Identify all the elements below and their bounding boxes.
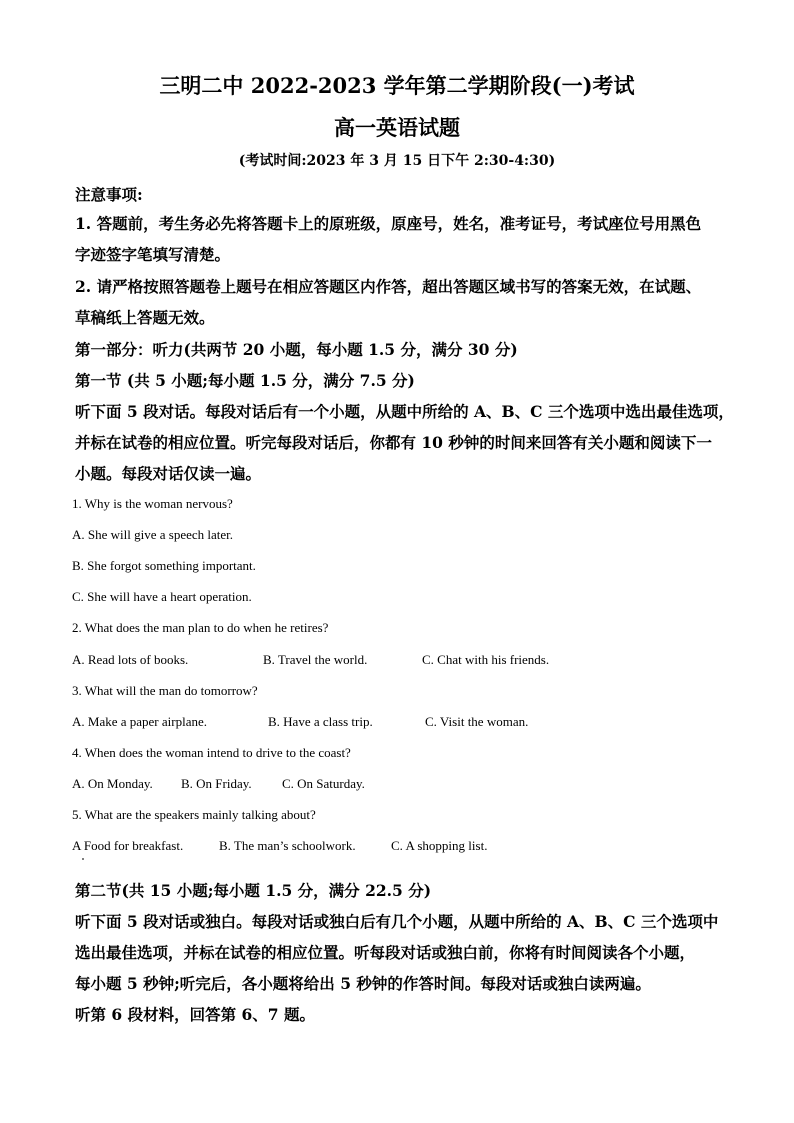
note-item-2-line-2: 草稿纸上答题无效。 [75,308,215,327]
exam-title: 三明二中 2022-2023 学年第二学期阶段(一)考试 [159,73,635,98]
exam-time: (考试时间:2023 年 3 月 15 日下午 2:30-4:30) [238,153,556,169]
note-item-1-line-2: 字迹签字笔填写清楚。 [75,245,231,264]
exam-subtitle: 高一英语试题 [334,115,460,140]
question-option: A. Read lots of books. [72,652,189,667]
question-option: A. Make a paper airplane. [72,714,207,729]
question-stem: 4. When does the woman intend to drive to the coast? [72,745,351,760]
note-item-1-line-1: 1. 答题前，考生务必先将答题卡上的原班级，原座号，姓名，准考证号，考试座位号用黑色 [75,214,702,233]
section2-heading: 第二节(共 15 小题;每小题 1.5 分，满分 22.5 分) [75,881,432,900]
section1-heading: 第一节 (共 5 小题;每小题 1.5 分，满分 7.5 分) [75,371,415,390]
question-stem: 3. What will the man do tomorrow? [72,683,258,698]
section2-instructions-line-3: 每小题 5 秒钟;听完后，各小题将给出 5 秒钟的作答时间。每段对话或独白读两遍。 [75,974,651,993]
section2-material-line: 听第 6 段材料，回答第 6、7 题。 [75,1005,315,1024]
note-item-2-line-1: 2. 请严格按照答题卷上题号在相应答题区内作答，超出答题区域书写的答案无效，在试题、 [75,277,702,296]
question-option: C. She will have a heart operation. [72,589,252,604]
notes-heading: 注意事项: [75,185,143,204]
question-stem: 1. Why is the woman nervous? [72,496,233,511]
question-option: C. On Saturday. [282,776,365,791]
question-stem: 2. What does the man plan to do when he retires? [72,620,329,635]
section1-instructions-line-2: 并标在试卷的相应位置。听完每段对话后，你都有 10 秒钟的时间来回答有关小题和阅读下一 [75,433,712,452]
question-option: B. On Friday. [181,776,252,791]
question-option: B. She forgot something important. [72,558,256,573]
question-option: C. A shopping list. [391,838,488,853]
section2-instructions-line-1: 听下面 5 段对话或独白。每段对话或独白后有几个小题，从题中所给的 A、B、C 三个选项中 [75,912,719,931]
section2-instructions-line-2: 选出最佳选项，并标在试卷的相应位置。听每段对话或独白前，你将有时间阅读各个小题， [75,943,696,962]
question-option: A Food for breakfast. [72,838,184,853]
question-option: C. Visit the woman. [425,714,529,729]
part1-heading: 第一部分：听力(共两节 20 小题，每小题 1.5 分，满分 30 分) [75,340,518,359]
section1-instructions-line-1: 听下面 5 段对话。每段对话后有一个小题，从题中所给的 A、B、C 三个选项中选出最佳选项， [75,402,734,421]
question-option: A. She will give a speech later. [72,527,234,542]
question-stem: 5. What are the speakers mainly talking about? [72,807,316,822]
stray-mark [82,858,84,860]
question-option: B. Travel the world. [263,652,368,667]
question-option: B. Have a class trip. [268,714,373,729]
question-option: A. On Monday. [72,776,153,791]
question-option: B. The man’s schoolwork. [219,838,356,853]
section1-instructions-line-3: 小题。每段对话仅读一遍。 [75,464,262,483]
question-option: C. Chat with his friends. [422,652,550,667]
